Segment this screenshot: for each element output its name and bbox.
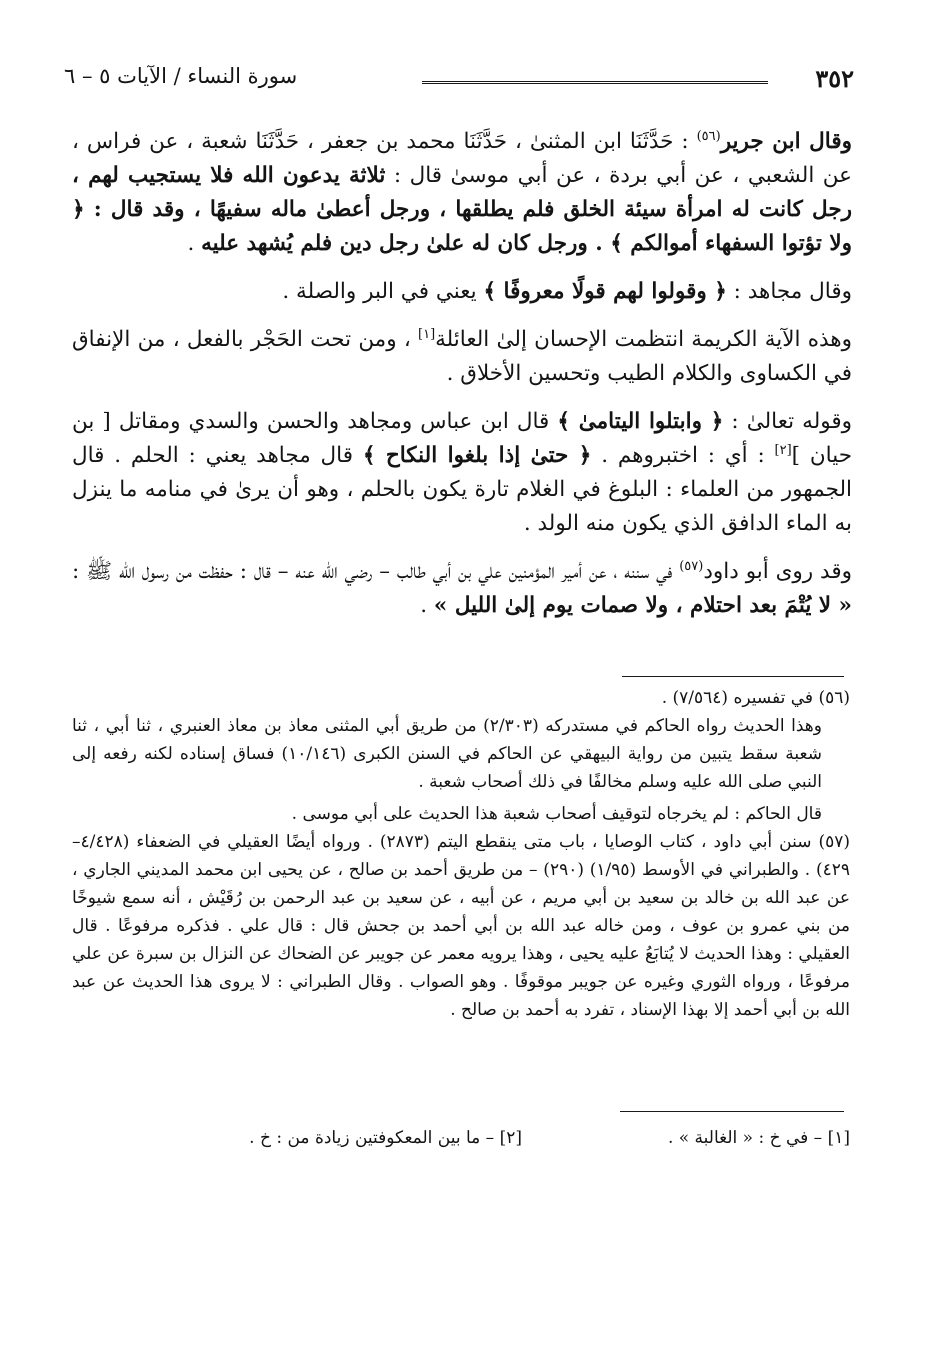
paragraph-ibn-jarir (72, 125, 852, 261)
speaker: وقال ابن جرير (720, 129, 852, 154)
page-number: ٣٥٢ (815, 64, 854, 93)
note-2: [٢] – ما بين المعكوفتين زيادة من : خ . (249, 1128, 522, 1148)
notes-separator (620, 1111, 844, 1112)
quran-verse: ﴿ وابتلوا اليتامىٰ ﴾ (557, 409, 724, 434)
text: ، ومن تحت الحَجْر بالفعل ، من الإنفاق في الكساوى والكلام الطيب وتحسين الأخلاق . (72, 327, 852, 386)
note-ref: [٢] (774, 442, 792, 458)
text: وقال مجاهد : (726, 279, 852, 304)
paragraph-abu-dawud (72, 555, 852, 623)
paragraph-verse-scope (72, 323, 852, 391)
note-1: [١] – في خ : « الغالبة » . (667, 1128, 850, 1148)
text: : أي : اختبروهم . (591, 443, 775, 468)
text: . (187, 231, 202, 256)
editor-notes (130, 1128, 850, 1168)
text: وقوله تعالىٰ : (723, 409, 853, 434)
text: . (420, 593, 434, 618)
surah-title: سورة النساء / الآيات ٥ – ٦ (64, 64, 298, 88)
paragraph-mujahid (72, 275, 852, 309)
note-ref: [١] (418, 326, 436, 342)
page-header (64, 58, 854, 98)
hadith-text: ثلاثة يدعون الله فلا يستجيب لهم ، رجل كانت له امرأة سيئة الخلق فلم يطلقها ، ورجل أعطىٰ ماله سفيهًا ، وقد قال : ﴿ ولا تؤتوا السفهاء أموالكم ﴾ . ورجل كان له علىٰ رجل دين فلم يُشهد عليه (72, 163, 852, 256)
footnote-ref: (٥٧) (679, 558, 704, 574)
text: قال مجاهد يعني : الحلم . قال الجمهور من العلماء : البلوغ في الغلام تارة يكون بالحلم ، وهو أن يرىٰ في منامه ما ينزل به الماء الدافق الذي يكون منه الولد . (72, 443, 852, 536)
hadith-text: « لا يُتْمَ بعد احتلام ، ولا صمات يوم إلىٰ الليل » (433, 593, 852, 618)
text: يعني في البر والصلة . (282, 279, 484, 304)
footnote-separator (622, 676, 844, 677)
footnote-56-text: قال الحاكم : لم يخرجاه لتوقيف أصحاب شعبة هذا الحديث على أبي موسى . (291, 804, 822, 824)
paragraph-orphans (72, 405, 852, 541)
text: في سننه ، عن أمير المؤمنين علي بن أبي طالب – رضي الله عنه – قال : حفظت من رسول الله ﷺ : (72, 559, 680, 584)
text: قال ابن عباس ومجاهد والحسن والسدي ومقاتل [ بن حيان ] (72, 409, 852, 468)
footnote-56-text: وهذا الحديث رواه الحاكم في مستدركه (٢/٣٠٣) من طريق أبي المثنى معاذ بن معاذ العنبري ، ثنا أبي ، ثنا شعبة سقط يتبين من رواية البيهقي عن الحاكم في السنن الكبرى (١٠/١٤٦) فساق إسناده لكنه رفعه إلى النبي صلى الله عليه وسلم مخالفًا في ذلك أصحاب شعبة . (72, 716, 822, 792)
text: : حَدَّثَنَا ابن المثنىٰ ، حَدَّثَنَا محمد بن جعفر ، حَدَّثَنَا شعبة ، عن فراس ، عن الشعبي ، عن أبي بردة ، عن أبي موسىٰ قال : (72, 129, 852, 188)
footnotes (72, 684, 850, 1024)
footnote-57: (٥٧) سنن أبي داود ، كتاب الوصايا ، باب متى ينقطع اليتم (٢٨٧٣) . ورواه أيضًا العقيلي في الضعفاء (٤/٤٢٨–٤٢٩) . والطبراني في الأوسط (١/٩٥) (٢٩٠) – من طريق أحمد بن صالح ، عن يحيى ابن محمد المديني الجاري ، عن عبد الله بن خالد بن سعيد بن أبي مريم ، عن أبيه ، عن سعيد بن عبد الرحمن بن رُقَيْش ، أنه سمع شيوخًا من بني عمرو بن عوف ، ومن خاله عبد الله بن أبي أحمد بن جحش قال : قال علي . فذكره مرفوعًا . قال العقيلي : وهذا الحديث لا يُتابَعُ عليه يحيى ، وهذا يرويه معمر عن جويبر عن الضحاك عن النزال بن سبرة عن علي مرفوعًا ، ورواه الثوري وغيره عن جويبر موقوفًا . وهو الصواب . وقال الطبراني : لا يروى هذا الحديث عن عبد الله بن أبي أحمد إلا بهذا الإسناد ، تفرد به أحمد بن صالح . (72, 832, 851, 1020)
text: وقد روى أبو داود (703, 559, 852, 584)
quran-verse: ﴿ حتىٰ إذا بلغوا النكاح ﴾ (362, 443, 592, 468)
footnote-ref: (٥٦) (696, 128, 721, 144)
main-text (72, 125, 852, 637)
header-rule (422, 81, 768, 84)
quran-verse: ﴿ وقولوا لهم قولًا معروفًا ﴾ (483, 279, 727, 304)
text: وهذه الآية الكريمة انتظمت الإحسان إلىٰ العائلة (435, 327, 852, 352)
footnote-56: (٥٦) في تفسيره (٧/٥٦٤) . (661, 688, 850, 708)
